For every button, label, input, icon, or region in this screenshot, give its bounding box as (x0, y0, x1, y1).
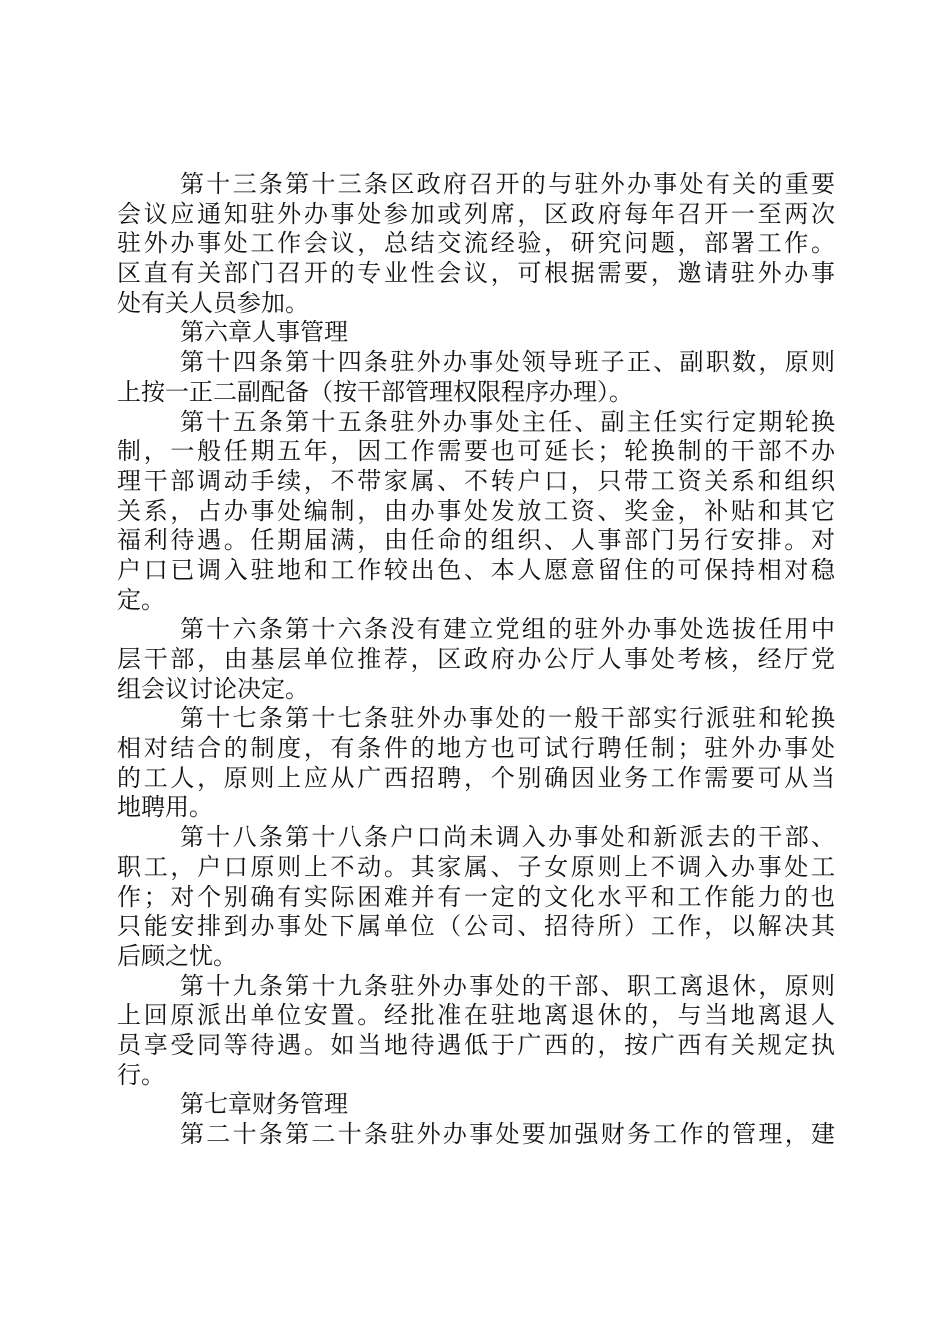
paragraph-article-18 (117, 823, 835, 971)
text-line: 区直有关部门召开的专业性会议，可根据需要，邀请驻外办事 (117, 259, 835, 288)
text-line: 上按一正二副配备（按干部管理权限程序办理）。 (117, 377, 633, 406)
text-line: 地聘用。 (117, 793, 213, 822)
heading-line: 第七章财务管理 (180, 1090, 348, 1119)
text-line: 组会议讨论决定。 (117, 674, 309, 703)
text-line: 驻外办事处工作会议，总结交流经验，研究问题，部署工作。 (117, 229, 835, 258)
text-line: 后顾之忧。 (117, 941, 237, 970)
text-line: 第十三条第十三条区政府召开的与驻外办事处有关的重要 (180, 170, 835, 198)
document-page (117, 0, 835, 1344)
text-line: 相对结合的制度，有条件的地方也可试行聘任制；驻外办事处 (117, 734, 835, 763)
text-line: 员享受同等待遇。如当地待遇低于广西的，按广西有关规定执 (117, 1030, 835, 1059)
paragraph-article-19 (117, 972, 835, 1091)
paragraph-article-20 (117, 1120, 835, 1150)
text-line: 第十五条第十五条驻外办事处主任、副主任实行定期轮换 (180, 407, 835, 436)
chapter-heading-7 (117, 1090, 835, 1120)
text-line: 第十六条第十六条没有建立党组的驻外办事处选拔任用中 (180, 615, 835, 644)
text-line: 职工，户口原则上不动。其家属、子女原则上不调入办事处工 (117, 852, 835, 881)
text-line: 上回原派出单位安置。经批准在驻地离退休的，与当地离退人 (117, 1001, 835, 1030)
paragraph-article-13 (117, 170, 835, 318)
text-line: 理干部调动手续，不带家属、不转户口，只带工资关系和组织 (117, 466, 835, 495)
chapter-heading-6 (117, 318, 835, 348)
heading-line: 第六章人事管理 (180, 318, 348, 347)
text-line: 关系，占办事处编制，由办事处发放工资、奖金，补贴和其它 (117, 496, 835, 525)
text-line: 会议应通知驻外办事处参加或列席，区政府每年召开一至两次 (117, 199, 835, 228)
text-line: 定。 (117, 585, 165, 614)
text-line: 第十九条第十九条驻外办事处的干部、职工离退休，原则 (180, 971, 835, 1000)
text-line: 第十八条第十八条户口尚未调入办事处和新派去的干部、 (180, 823, 835, 852)
paragraph-article-14 (117, 348, 835, 407)
text-line: 户口已调入驻地和工作较出色、本人愿意留住的可保持相对稳 (117, 555, 835, 584)
text-line: 层干部，由基层单位推荐，区政府办公厅人事处考核，经厅党 (117, 645, 835, 673)
text-line: 第十七条第十七条驻外办事处的一般干部实行派驻和轮换 (180, 704, 835, 733)
text-line: 处有关人员参加。 (117, 288, 309, 317)
text-line: 第二十条第二十条驻外办事处要加强财务工作的管理，建 (180, 1120, 835, 1148)
text-line: 福利待遇。任期届满，由任命的组织、人事部门另行安排。对 (117, 526, 835, 555)
paragraph-article-17 (117, 704, 835, 823)
text-line: 第十四条第十四条驻外办事处领导班子正、副职数，原则 (180, 348, 835, 377)
text-line: 行。 (117, 1060, 165, 1089)
text-line: 作；对个别确有实际困难并有一定的文化水平和工作能力的也 (117, 882, 835, 911)
paragraph-article-16 (117, 615, 835, 704)
text-line: 只能安排到办事处下属单位（公司、招待所）工作，以解决其 (117, 912, 835, 941)
text-line: 制，一般任期五年，因工作需要也可延长；轮换制的干部不办 (117, 437, 835, 466)
paragraph-article-15 (117, 408, 835, 616)
text-line: 的工人，原则上应从广西招聘，个别确因业务工作需要可从当 (117, 763, 835, 792)
